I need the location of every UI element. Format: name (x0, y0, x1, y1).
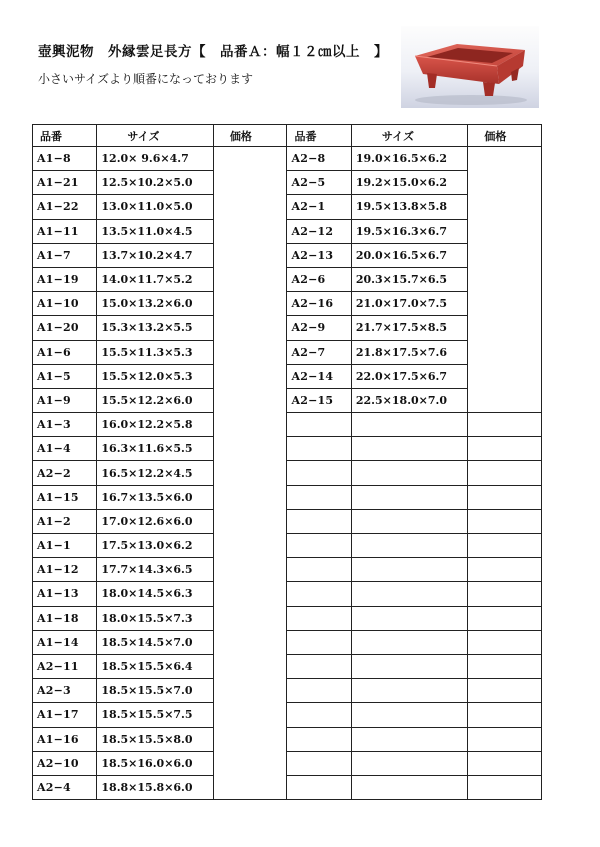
table-row (33, 534, 542, 558)
price-cell (213, 727, 287, 751)
price-cell (468, 219, 542, 243)
item-size: 16.7×13.5×6.0 (97, 485, 214, 509)
table-row (33, 582, 542, 606)
item-size: 15.3×13.2×5.5 (97, 316, 214, 340)
empty-cell (468, 679, 542, 703)
item-code: A1−11 (33, 219, 97, 243)
item-code: A1−21 (33, 171, 97, 195)
table-row (33, 437, 542, 461)
item-size: 16.3×11.6×5.5 (97, 437, 214, 461)
item-size: 18.5×15.5×7.5 (97, 703, 214, 727)
price-cell (468, 147, 542, 171)
empty-cell (468, 558, 542, 582)
empty-cell (351, 679, 468, 703)
column-header-code: 品番 (33, 125, 97, 147)
empty-cell (468, 485, 542, 509)
empty-cell (351, 727, 468, 751)
price-cell (213, 582, 287, 606)
empty-cell (287, 413, 351, 437)
empty-cell (287, 485, 351, 509)
table-row (33, 388, 542, 412)
item-size: 19.0×16.5×6.2 (351, 147, 468, 171)
table-row (33, 558, 542, 582)
item-size: 22.0×17.5×6.7 (351, 364, 468, 388)
price-cell (213, 243, 287, 267)
table-row (33, 630, 542, 654)
item-size: 18.5×15.5×8.0 (97, 727, 214, 751)
item-code: A1−17 (33, 703, 97, 727)
table-row (33, 509, 542, 533)
empty-cell (468, 582, 542, 606)
price-cell (468, 316, 542, 340)
item-size: 21.7×17.5×8.5 (351, 316, 468, 340)
price-cell (213, 437, 287, 461)
table-row (33, 316, 542, 340)
page-title: 壺興泥物 外縁雲足長方【 品番Ａ：幅１２㎝以上 】 (38, 44, 388, 60)
item-code: A2−12 (287, 219, 351, 243)
empty-cell (351, 509, 468, 533)
item-size: 19.2×15.0×6.2 (351, 171, 468, 195)
empty-cell (351, 413, 468, 437)
empty-cell (468, 413, 542, 437)
page-subtitle: 小さいサイズより順番になっております (38, 72, 254, 86)
empty-cell (351, 606, 468, 630)
price-cell (213, 485, 287, 509)
item-code: A2−4 (33, 775, 97, 799)
item-size: 14.0×11.7×5.2 (97, 267, 214, 291)
item-code: A1−20 (33, 316, 97, 340)
item-code: A1−4 (33, 437, 97, 461)
price-cell (213, 509, 287, 533)
empty-cell (468, 751, 542, 775)
item-code: A2−3 (33, 679, 97, 703)
table-header-row (33, 125, 542, 147)
empty-cell (468, 534, 542, 558)
item-code: A1−7 (33, 243, 97, 267)
empty-cell (287, 751, 351, 775)
item-code: A2−15 (287, 388, 351, 412)
table-row (33, 461, 542, 485)
column-header-code-2: 品番 (287, 125, 351, 147)
empty-cell (351, 437, 468, 461)
empty-cell (351, 775, 468, 799)
item-code: A2−8 (287, 147, 351, 171)
empty-cell (468, 703, 542, 727)
empty-cell (287, 654, 351, 678)
item-size: 16.5×12.2×4.5 (97, 461, 214, 485)
table-row (33, 340, 542, 364)
column-header-price: 価格 (213, 125, 287, 147)
item-size: 13.7×10.2×4.7 (97, 243, 214, 267)
item-size: 19.5×16.3×6.7 (351, 219, 468, 243)
price-cell (213, 461, 287, 485)
price-cell (213, 534, 287, 558)
item-size: 20.3×15.7×6.5 (351, 267, 468, 291)
item-size: 15.5×12.2×6.0 (97, 388, 214, 412)
item-size: 17.7×14.3×6.5 (97, 558, 214, 582)
price-cell (213, 171, 287, 195)
item-size: 18.5×14.5×7.0 (97, 630, 214, 654)
item-size: 15.5×11.3×5.3 (97, 340, 214, 364)
table-body (33, 147, 542, 800)
table-row (33, 364, 542, 388)
item-size: 13.5×11.0×4.5 (97, 219, 214, 243)
item-size: 21.8×17.5×7.6 (351, 340, 468, 364)
empty-cell (351, 751, 468, 775)
price-cell (213, 364, 287, 388)
item-size: 22.5×18.0×7.0 (351, 388, 468, 412)
item-code: A2−5 (287, 171, 351, 195)
empty-cell (287, 703, 351, 727)
item-code: A1−5 (33, 364, 97, 388)
table-row (33, 751, 542, 775)
item-code: A2−1 (287, 195, 351, 219)
empty-cell (351, 485, 468, 509)
price-cell (213, 703, 287, 727)
empty-cell (468, 727, 542, 751)
price-cell (213, 147, 287, 171)
empty-cell (287, 461, 351, 485)
price-cell (213, 219, 287, 243)
empty-cell (351, 558, 468, 582)
table-row (33, 147, 542, 171)
item-size: 12.0× 9.6×4.7 (97, 147, 214, 171)
empty-cell (468, 654, 542, 678)
empty-cell (351, 534, 468, 558)
item-code: A2−6 (287, 267, 351, 291)
table-row (33, 727, 542, 751)
empty-cell (468, 606, 542, 630)
item-size: 15.5×12.0×5.3 (97, 364, 214, 388)
item-code: A1−18 (33, 606, 97, 630)
table-row (33, 171, 542, 195)
bonsai-pot-icon (401, 26, 539, 108)
empty-cell (468, 630, 542, 654)
item-size: 19.5×13.8×5.8 (351, 195, 468, 219)
item-size: 13.0×11.0×5.0 (97, 195, 214, 219)
item-code: A1−13 (33, 582, 97, 606)
price-cell (213, 267, 287, 291)
empty-cell (287, 534, 351, 558)
empty-cell (351, 630, 468, 654)
empty-cell (287, 437, 351, 461)
price-cell (213, 413, 287, 437)
item-size: 18.5×15.5×7.0 (97, 679, 214, 703)
empty-cell (287, 582, 351, 606)
column-header-price-2: 価格 (468, 125, 542, 147)
price-cell (213, 751, 287, 775)
price-cell (468, 243, 542, 267)
table-row (33, 485, 542, 509)
table-row (33, 195, 542, 219)
item-code: A1−16 (33, 727, 97, 751)
table-row (33, 606, 542, 630)
item-code: A1−1 (33, 534, 97, 558)
empty-cell (287, 775, 351, 799)
item-size: 18.8×15.8×6.0 (97, 775, 214, 799)
empty-cell (351, 461, 468, 485)
item-code: A2−2 (33, 461, 97, 485)
item-size: 17.5×13.0×6.2 (97, 534, 214, 558)
item-size: 20.0×16.5×6.7 (351, 243, 468, 267)
price-cell (468, 292, 542, 316)
empty-cell (287, 606, 351, 630)
item-size: 21.0×17.0×7.5 (351, 292, 468, 316)
item-code: A1−10 (33, 292, 97, 316)
empty-cell (287, 509, 351, 533)
item-code: A1−2 (33, 509, 97, 533)
table-row (33, 243, 542, 267)
item-code: A2−14 (287, 364, 351, 388)
table-row (33, 775, 542, 799)
price-cell (468, 267, 542, 291)
item-size: 15.0×13.2×6.0 (97, 292, 214, 316)
price-table (32, 124, 542, 800)
item-code: A1−3 (33, 413, 97, 437)
bonsai-pot-photo (401, 26, 539, 108)
item-code: A2−10 (33, 751, 97, 775)
price-cell (468, 364, 542, 388)
item-code: A1−8 (33, 147, 97, 171)
item-code: A2−11 (33, 654, 97, 678)
price-cell (213, 195, 287, 219)
price-cell (213, 388, 287, 412)
item-code: A2−9 (287, 316, 351, 340)
item-size: 18.0×14.5×6.3 (97, 582, 214, 606)
item-code: A2−13 (287, 243, 351, 267)
item-code: A1−9 (33, 388, 97, 412)
item-size: 18.0×15.5×7.3 (97, 606, 214, 630)
item-size: 18.5×16.0×6.0 (97, 751, 214, 775)
price-cell (468, 388, 542, 412)
empty-cell (287, 630, 351, 654)
item-code: A1−22 (33, 195, 97, 219)
table-row (33, 654, 542, 678)
empty-cell (468, 437, 542, 461)
item-size: 16.0×12.2×5.8 (97, 413, 214, 437)
price-cell (213, 630, 287, 654)
price-cell (213, 775, 287, 799)
price-cell (213, 654, 287, 678)
empty-cell (287, 679, 351, 703)
price-cell (468, 171, 542, 195)
empty-cell (287, 558, 351, 582)
empty-cell (468, 509, 542, 533)
table-row (33, 267, 542, 291)
table-row (33, 292, 542, 316)
item-code: A1−14 (33, 630, 97, 654)
price-cell (213, 292, 287, 316)
price-cell (213, 558, 287, 582)
table-row (33, 219, 542, 243)
empty-cell (351, 654, 468, 678)
empty-cell (287, 727, 351, 751)
table-row (33, 679, 542, 703)
column-header-size-2: サイズ (351, 125, 468, 147)
item-size: 12.5×10.2×5.0 (97, 171, 214, 195)
column-header-size: サイズ (97, 125, 214, 147)
table-row (33, 413, 542, 437)
price-cell (213, 606, 287, 630)
item-code: A1−15 (33, 485, 97, 509)
item-code: A2−7 (287, 340, 351, 364)
price-cell (213, 679, 287, 703)
item-size: 18.5×15.5×6.4 (97, 654, 214, 678)
price-cell (213, 340, 287, 364)
item-code: A1−19 (33, 267, 97, 291)
empty-cell (351, 703, 468, 727)
item-size: 17.0×12.6×6.0 (97, 509, 214, 533)
empty-cell (468, 775, 542, 799)
empty-cell (468, 461, 542, 485)
item-code: A2−16 (287, 292, 351, 316)
empty-cell (351, 582, 468, 606)
price-cell (468, 340, 542, 364)
table-row (33, 703, 542, 727)
price-cell (213, 316, 287, 340)
item-code: A1−6 (33, 340, 97, 364)
item-code: A1−12 (33, 558, 97, 582)
price-cell (468, 195, 542, 219)
